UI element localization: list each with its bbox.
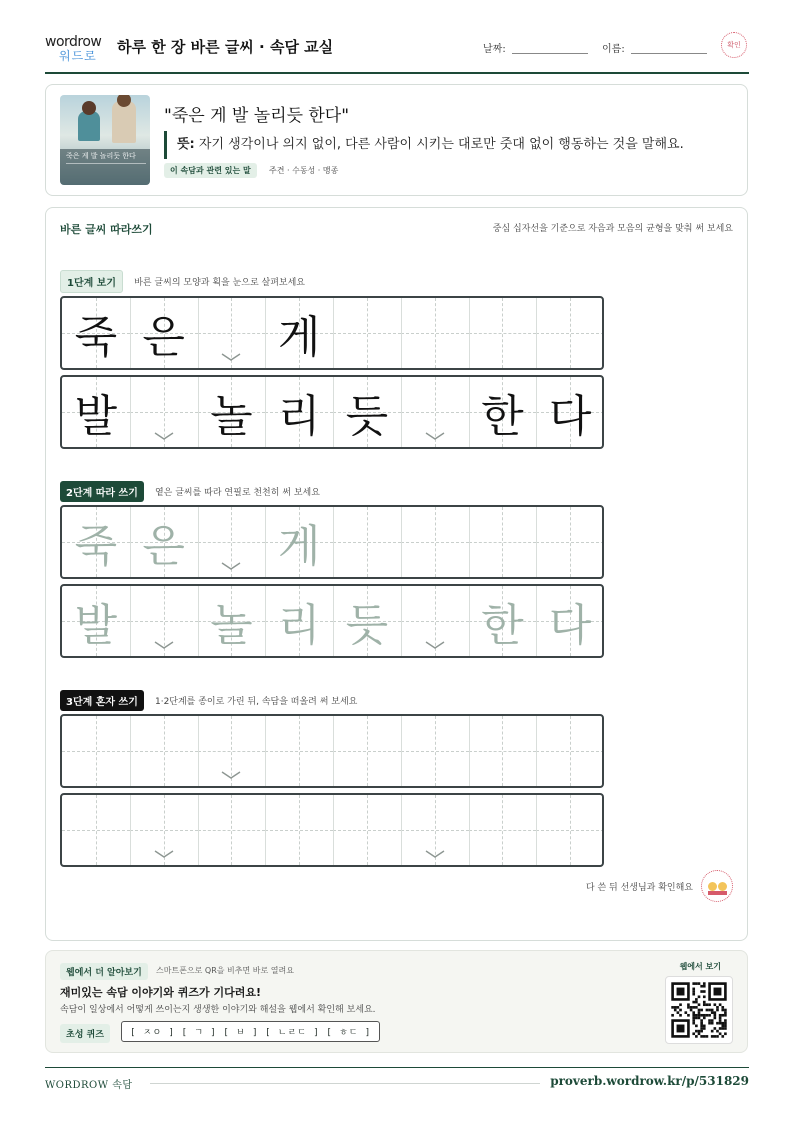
word-space-chevron-icon [425, 431, 445, 441]
meaning-label: 뜻: [177, 137, 195, 152]
grid-cell[interactable] [333, 716, 401, 786]
proverb-title: "죽은 게 발 놀리듯 한다" [164, 106, 350, 126]
word-space-chevron-icon [154, 640, 174, 650]
cell-divider [536, 298, 537, 368]
cell-divider [130, 716, 131, 786]
date-label: 날짜: [483, 44, 506, 55]
step-2-tag: 2단계 따라 쓰기 [60, 481, 144, 502]
step-2-header [60, 481, 320, 502]
cell-divider [536, 716, 537, 786]
cell-divider [469, 507, 470, 577]
logo-wordmark: wordrow [45, 34, 102, 50]
teacher-stamp-icon [701, 870, 733, 902]
cell-divider [469, 795, 470, 865]
cell-divider [265, 795, 266, 865]
cell-divider [536, 795, 537, 865]
cell-divider [469, 716, 470, 786]
footer-url-link[interactable]: proverb.wordrow.kr/p/531829 [550, 1074, 749, 1088]
grid-cell [469, 298, 537, 368]
grid-cell[interactable] [265, 716, 333, 786]
cell-divider [130, 586, 131, 656]
word-space-chevron-icon [221, 352, 241, 362]
model-character: 한 [481, 391, 524, 442]
cell-divider [198, 716, 199, 786]
model-character: 은 [142, 312, 185, 363]
related-words: 주견 · 수동성 · 맹종 [269, 166, 339, 175]
word-space-chevron-icon [221, 770, 241, 780]
word-space-chevron-icon [425, 849, 445, 859]
logo-korean: 워드로 [59, 49, 97, 63]
trace-character: 게 [277, 521, 321, 572]
grid-cell[interactable] [536, 507, 604, 577]
initial-quiz-tag: 초성 퀴즈 [60, 1024, 110, 1043]
cell-divider [401, 586, 402, 656]
check-stamp-icon [721, 32, 747, 58]
grid-cell[interactable] [198, 795, 266, 865]
step-3-header [60, 690, 357, 711]
cell-divider [333, 507, 334, 577]
practice-title: 바른 글씨 따라쓰기 [60, 223, 153, 236]
step-2-desc: 옅은 글씨를 따라 연필로 천천히 써 보세요 [154, 488, 320, 498]
practice-hint: 중심 십자선을 기준으로 자음과 모음의 균형을 맞춰 써 보세요 [492, 224, 733, 234]
cell-divider [333, 716, 334, 786]
trace-character: 은 [142, 521, 185, 572]
model-character: 리 [277, 391, 321, 442]
cell-divider [401, 377, 402, 447]
word-space-chevron-icon [221, 561, 241, 571]
cell-divider [401, 298, 402, 368]
cell-divider [469, 298, 470, 368]
grid-cell[interactable] [62, 716, 130, 786]
web-promo-section [45, 950, 748, 1053]
footer-divider [150, 1083, 540, 1084]
web-headline: 재미있는 속담 이야기와 퀴즈가 기다려요! [60, 986, 261, 999]
qr-code-icon [666, 977, 732, 1043]
model-character: 다 [548, 391, 592, 442]
trace-character: 다 [548, 600, 592, 651]
stamp-text: 확인 [727, 41, 741, 49]
grid-cell[interactable] [265, 795, 333, 865]
grid-cell[interactable] [469, 716, 537, 786]
qr-code[interactable] [665, 976, 733, 1044]
writing-row [60, 375, 604, 449]
grid-cell[interactable] [536, 795, 604, 865]
writing-row[interactable] [60, 505, 604, 579]
cell-divider [333, 298, 334, 368]
cell-divider [401, 716, 402, 786]
page-header [45, 30, 749, 74]
grid-cell[interactable] [401, 507, 469, 577]
cell-divider [401, 795, 402, 865]
proverb-card [45, 84, 748, 196]
web-description: 속담이 일상에서 어떻게 쓰이는지 생생한 이야기와 해설을 웹에서 확인해 보세요. [60, 1005, 376, 1015]
word-space-chevron-icon [154, 849, 174, 859]
web-more-tag: 웹에서 더 알아보기 [60, 963, 148, 980]
date-field[interactable] [512, 53, 588, 54]
step-1-desc: 바른 글씨의 모양과 획을 눈으로 살펴보세요 [134, 278, 305, 288]
proverb-meaning [164, 131, 684, 159]
grid-cell [536, 298, 604, 368]
step-1-tag: 1단계 보기 [60, 270, 123, 293]
cell-divider [198, 507, 199, 577]
trace-character: 놀 [210, 600, 253, 651]
cell-divider [536, 507, 537, 577]
cell-divider [130, 377, 131, 447]
qr-label: 웹에서 보기 [679, 962, 721, 971]
model-character: 발 [74, 391, 118, 442]
writing-row[interactable] [60, 714, 604, 788]
cell-divider [130, 795, 131, 865]
cell-divider [333, 795, 334, 865]
grid-cell[interactable] [333, 795, 401, 865]
trace-character: 리 [277, 600, 321, 651]
trace-character: 듯 [345, 600, 389, 651]
footer-brand: WORDROW 속담 [45, 1080, 133, 1091]
initial-quiz-box: [ ㅈㅇ ] [ ㄱ ] [ ㅂ ] [ ㄴㄹㄷ ] [ ㅎㄷ ] [121, 1021, 380, 1042]
step-3-tag: 3단계 혼자 쓰기 [60, 690, 144, 711]
trace-character: 발 [74, 600, 118, 651]
cell-divider [401, 507, 402, 577]
web-more-desc: 스마트폰으로 QR을 비추면 바로 열려요 [156, 966, 294, 975]
grid-cell [401, 298, 469, 368]
meaning-text: 자기 생각이나 의지 없이, 다른 사람이 시키는 대로만 줏대 없이 행동하는 것을 말해요. [198, 137, 684, 152]
trace-character: 한 [481, 600, 524, 651]
writing-row [60, 296, 604, 370]
wordrow-logo[interactable] [45, 34, 109, 64]
model-character: 듯 [345, 391, 389, 442]
handwriting-practice-section [45, 207, 748, 941]
page-title: 하루 한 장 바른 글씨 · 속담 교실 [117, 38, 334, 56]
grid-cell[interactable] [469, 795, 537, 865]
grid-cell[interactable] [333, 507, 401, 577]
grid-cell[interactable] [62, 795, 130, 865]
cell-divider [198, 298, 199, 368]
name-label: 이름: [602, 44, 625, 55]
cell-divider [198, 795, 199, 865]
trace-character: 죽 [74, 521, 118, 572]
name-field[interactable] [631, 53, 707, 54]
grid-cell[interactable] [130, 716, 198, 786]
writing-row[interactable] [60, 584, 604, 658]
word-space-chevron-icon [154, 431, 174, 441]
writing-row[interactable] [60, 793, 604, 867]
footer-rule [45, 1067, 749, 1068]
related-words-tag: 이 속담과 관련 있는 말 [164, 163, 257, 178]
word-space-chevron-icon [425, 640, 445, 650]
step-3-desc: 1·2단계를 종이로 가린 뒤, 속담을 떠올려 써 보세요 [154, 697, 358, 707]
teacher-check-text: 다 쓴 뒤 선생님과 확인해요 [585, 883, 693, 893]
model-character: 놀 [210, 391, 253, 442]
grid-cell[interactable] [536, 716, 604, 786]
model-character: 게 [277, 312, 321, 363]
model-character: 죽 [74, 312, 118, 363]
illustration-caption: 죽은 게 발 놀리듯 한다 [66, 152, 136, 160]
cell-divider [265, 716, 266, 786]
grid-cell[interactable] [469, 507, 537, 577]
proverb-illustration [60, 95, 150, 185]
grid-cell [333, 298, 401, 368]
step-1-header [60, 270, 305, 293]
grid-cell[interactable] [401, 716, 469, 786]
